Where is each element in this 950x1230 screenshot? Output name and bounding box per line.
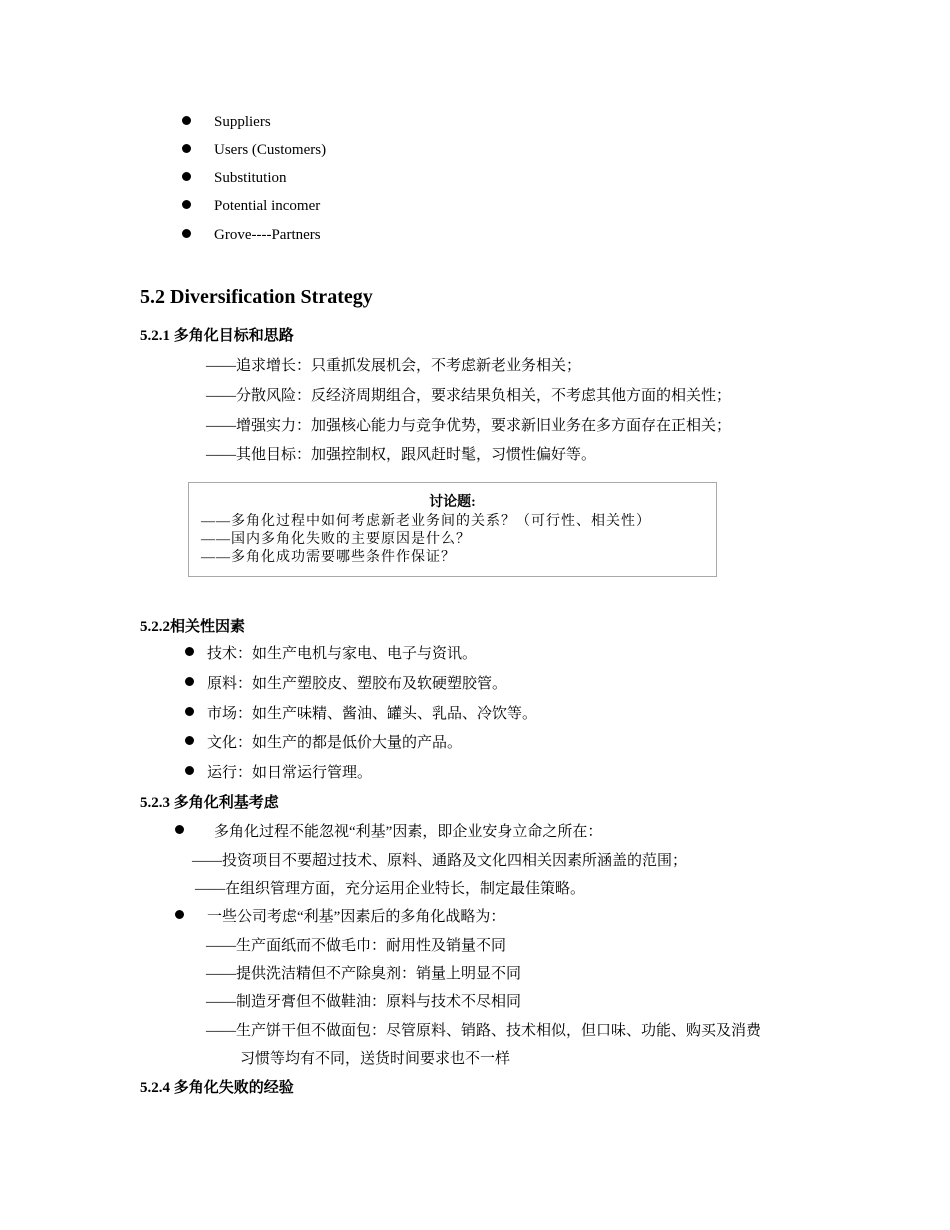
list-item: Suppliers — [214, 114, 271, 130]
subsection-heading-524: 5.2.4 多角化失败的经验 — [140, 1080, 294, 1096]
bullet-icon — [182, 144, 191, 153]
bullet-icon — [182, 116, 191, 125]
bullet-icon — [185, 707, 194, 716]
goal-line: ——其他目标：加强控制权，跟风赶时髦，习惯性偏好等。 — [206, 447, 597, 463]
goal-line: ——分散风险：反经济周期组合，要求结果负相关，不考虑其他方面的相关性； — [206, 388, 732, 404]
goal-line: ——追求增长：只重抓发展机会，不考虑新老业务相关； — [206, 358, 582, 374]
niche-point: 多角化过程不能忽视“利基”因素，即企业安身立命之所在： — [214, 824, 603, 840]
discussion-question: ——国内多角化失败的主要原因是什么？ — [201, 532, 471, 547]
list-item: Substitution — [214, 170, 287, 186]
bullet-icon — [175, 910, 184, 919]
factor-item: 文化：如生产的都是低价大量的产品。 — [207, 735, 463, 751]
strategy-example: ——提供洗洁精但不产除臭剂：销量上明显不同 — [206, 966, 522, 982]
niche-point: 一些公司考虑“利基”因素后的多角化战略为： — [207, 909, 506, 925]
subsection-heading-521: 5.2.1 多角化目标和思路 — [140, 328, 294, 344]
factor-item: 运行：如日常运行管理。 — [207, 765, 373, 781]
bullet-icon — [182, 172, 191, 181]
factor-item: 技术：如生产电机与家电、电子与资讯。 — [207, 646, 478, 662]
list-item: Potential incomer — [214, 198, 321, 214]
goal-line: ——增强实力：加强核心能力与竞争优势，要求新旧业务在多方面存在正相关； — [206, 418, 732, 434]
bullet-icon — [182, 200, 191, 209]
factor-item: 市场：如生产味精、酱油、罐头、乳品、冷饮等。 — [207, 706, 538, 722]
bullet-icon — [175, 825, 184, 834]
bullet-icon — [182, 229, 191, 238]
bullet-icon — [185, 766, 194, 775]
subsection-heading-523: 5.2.3 多角化利基考虑 — [140, 795, 279, 811]
strategy-example: ——制造牙膏但不做鞋油：原料与技术不尽相同 — [206, 994, 522, 1010]
strategy-example-continuation: 习惯等均有不同，送货时间要求也不一样 — [240, 1051, 511, 1067]
factor-item: 原料：如生产塑胶皮、塑胶布及软硬塑胶管。 — [207, 676, 508, 692]
discussion-title: 讨论题: — [429, 495, 476, 510]
list-item: Grove----Partners — [214, 227, 321, 243]
strategy-example: ——生产面纸而不做毛巾：耐用性及销量不同 — [206, 938, 507, 954]
discussion-box — [188, 482, 717, 577]
niche-subpoint: ——投资项目不要超过技术、原料、通路及文化四相关因素所涵盖的范围； — [192, 853, 688, 869]
bullet-icon — [185, 736, 194, 745]
bullet-icon — [185, 677, 194, 686]
bullet-icon — [185, 647, 194, 656]
discussion-question: ——多角化成功需要哪些条件作保证？ — [201, 550, 456, 565]
discussion-question: ——多角化过程中如何考虑新老业务间的关系？（可行性、相关性） — [201, 514, 651, 529]
list-item: Users (Customers) — [214, 142, 327, 158]
subsection-heading-522: 5.2.2相关性因素 — [140, 619, 246, 635]
niche-subpoint: ——在组织管理方面，充分运用企业特长，制定最佳策略。 — [195, 881, 586, 897]
section-title: 5.2 Diversification Strategy — [140, 286, 373, 308]
strategy-example: ——生产饼干但不做面包：尽管原料、销路、技术相似，但口味、功能、购买及消费 — [206, 1023, 762, 1039]
